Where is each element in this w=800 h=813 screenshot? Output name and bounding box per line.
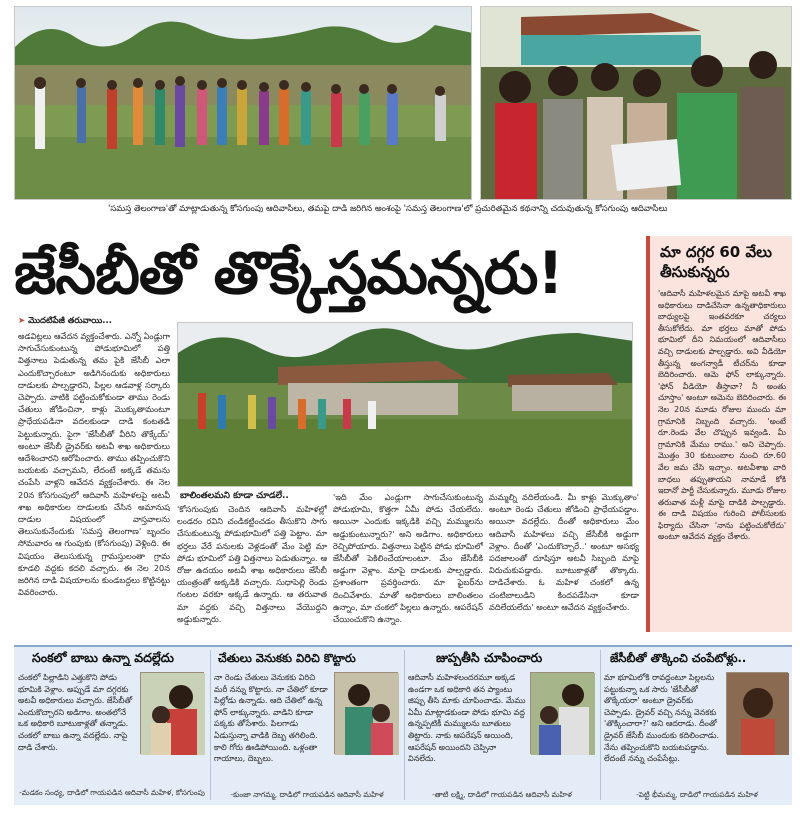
testimonial-4-photo [726, 672, 788, 754]
testimonial-4-credit: -పెట్టి భీమమ్మ, దాడిలో గాయపడిన మహిళ [636, 790, 758, 799]
photo-caption: 'సమస్త తెలంగాణ'తో మాట్లాడుతున్న కోసగుంపు ఆదివాసీలు, తమపై దాడి జరిగిన అంశంపై 'సమస్త తెలంగాణ'లో ప్రచురితమైన కథనాన్ని చదువుతున్న కోసగుంపు ఆదివాసీలు [108, 204, 668, 214]
testimonial-3-text: ఆదివాసీ మహిళలందరమూ అక్కడ ఉండగా ఒక అధికారి తన ప్యాంటు జిప్పు తీసి మాకు చూపించాడు. మేము ఏమీ మాట్లాడకుండా పోడు భూమి వద్ద ఉన్నప్పటికీ మమ్ములను బూతులు తిట్టారు. నాకు ఆపరేషన్ అయింది, ఆపరేషన్ అయిందని చెప్పినా వినలేదు. [408, 673, 526, 764]
testimonial-1-text: చంకలో పిల్లాడిని ఎత్తుకొని పోడు భూమికి వెళ్లాం. అప్పుడే మా దగ్గరకు అటవీ అధికారులు వచ్చారు. జేసీబీతో ఎందుకొచ్చారని అడిగాం. అంతలోనే ఒక అధికారి బూటుకాళ్లతో తన్నాడు. చంకలో బాబు ఉన్నా వదల్లేదు. నాపై దాడి చేశారు. [18, 673, 133, 752]
photo-reading-newspaper-image [481, 7, 792, 200]
testimonial-4-photo-image [727, 673, 789, 755]
testimonial-3-heading: జుప్పతీసి చూపించారు [436, 650, 543, 665]
continued-arrow-icon: ➤ [18, 316, 29, 326]
testimonial-3-credit: -తాటి లక్ష్మి, దాడిలో గాయపడిన ఆదివాసీ మహిళ [432, 790, 572, 799]
sidebar-text: 'ఆదివాసీ మహిళలమైన మాపై అటవీ శాఖ అధికారులు దాడిచేసినా ఉన్నతాధికారులు బాధ్యులపై ఇంతవరకూ చర్యలు తీసుకోలేదు. మా భర్తలు మాతో పోడు భూమిలో దీని నిమయంలో ఆదివాసీలు వచ్చి దాడులకు పాల్పడ్డారు. అవి వీడియో తీస్తున్న అంగన్వాడీ టీచర్‌ను కూడా బెదిరించారు. ఆమె ఫోన్ లాక్కున్నారు. 'ఫోన్ వీడియో తీస్తావా? నీ అంతు చూస్తాం' అంటూ ఆమెను బెదిరించారు. ఈ నెల 20న మూడు రోజుల ముందు మా గ్రామానికి నిబ్బంది వచ్చారు. 'అంటే రూ.రెండు వేల చొప్పున ఇవ్వండి. మీ గ్రామానికి మేము రాము.' అని చెప్పారు. మొత్తం 30 కుటుంబాల నుంచి రూ.60 వేల జమ చేసి ఇచ్చాం. అటవీశాఖ వారి బాధలు తప్పుతాయని నామాడే కోకి ఇదానో పార్టీ చేసుకున్నారు. మూడు రోజుల తరువాత మళ్లీ మాపై దాడికి పాల్పడ్డారు. ఈ దాడి విషయం గురించి పోలీసులకు ఫిర్యాదు చేసినా 'నాను పట్టించుకోలేదు' అంటూ ఆవేదన వ్యక్తం చేశారు. [658, 289, 786, 542]
article-column-1: అడవిట్లలు ఆవేదన వ్యక్తంచేశారు. ఎన్నో ఏండ్లుగా సాగుచేసుకుంటున్న పోడుభూమిలో పత్తి విత్తనాలు పెడుతున్న తమ పైకి జేసీబీ ఎలా ఎందుకొచ్చారంటూ అడిగినందుకు అధికారులు దాడులకు పాల్పడ్డారని, పిల్లల ఆడవాళ్ల సర్కారు చెప్పారు. వాటికి పట్టించుకోకుండా తాము రెండు చేతులు జోడించినా, కాళ్లు మొక్కుతామంటూ ప్రాధేయపడినా వదలకుండా దాడి కంటతడి పెట్టుకున్నారు. పైగా 'జేసీబీతో వీరిని తొక్కేయ్' అంటూ జేసీబీ డ్రైవర్‌కు అటవీ శాఖ అధికారులు ఆదేశించారని ఆరోపించారు. తాము తప్పించుకొని బయటకు వచ్చామని, లేదంటే అక్కడే తమను చంపేసి వాళ్లని ఆవేదన వ్యక్తంచేశారు. ఈ నెల 20న కోసగుంపులో ఆదివాసీ మహిళలపై అటవీ శాఖ అధికారుల దాడులకు చేసిన అమానుష దాడుల విషయంలో వాస్తవాలను తెలుసుకునేందుకు 'సమస్త తెలంగాణ' బృందం సోమవారం ఆ గుంపుకు (కోసగుంపు) వెళ్లింది. ఈ విషయం తెలుసుకున్న గ్రామస్తులంతా గ్రామ కూడలి వద్దకు కదలి వచ్చారు. ఈ నెల 20న జరిగిన దాడి విషయాలను కుండబద్దలు కొట్టినట్టు వివరించారు. [18, 331, 170, 598]
testimonial-4-text: మా భూమిలోకి రావద్దంటూ పిల్లలను పట్టుకున్నా ఒక సారు 'జేసీబీతో తొక్కేయరా' అంటూ డ్రైవర్‌కు చెప్పాడు. డ్రైవర్ వచ్చి నన్ను వెనకకు 'తొక్కించారా?' అని ఆదరాడు. దీంతో డ్రైవర్ జేసీబీ ముందుకు కదిలించాడు. నేను తప్పించుకొని బయటపడ్డాను. లేదంటే నన్ను చంపేసేట్లు. [604, 673, 720, 764]
testimonial-box-1 [18, 650, 206, 802]
testimonial-1-photo [140, 672, 204, 754]
testimonial-2-photo-image [335, 673, 399, 755]
main-headline: జేసీబీతో తొక్కేస్తమన్నరు! [14, 239, 563, 307]
testimonial-2-text: నా రెండు చేతులు వెనుకకు విరిచి మరీ నన్ను కొట్టారు. నా చేతిలో కూడా పిల్లోడు ఉన్నాడు. ఆది చేతిలో ఉన్న ఫోన్ లాక్కున్నారు. వాడిని కూడా పక్కకు తోసేశారు. పిలగాడు ఏడుస్తున్నా వాడికి దెబ్బ తగిలింది. కాలి గోరు ఊడిపోయింది. ఒళ్లంతా గాయాలు, దెబ్బలు. [214, 673, 328, 764]
photo-village-huts-image [178, 323, 633, 487]
testimonial-4-heading: జేసీబీతో తొక్కించి చంపేటోళ్లు.. [610, 651, 747, 665]
photo-huts-caption: బాలింతలమని కూడా చూడలే.. [180, 491, 289, 501]
box-divider-1 [210, 650, 211, 800]
sidebar-box [646, 236, 792, 632]
testimonial-3-photo [530, 672, 594, 754]
testimonial-2-photo [334, 672, 398, 754]
box-divider-2 [404, 650, 405, 800]
article-column-3: 'ఇది మేం ఎండ్లుగా సాగుచేసుకుంటున్న పోడుభూమి, కొత్తగా ఏమీ పోడు చేయలేదు. అయినా ఎందుకు ఇక్కడికి వచ్చి మమ్ములను అడ్డుకుంటున్నారు?' అని అడిగాం. అధికారులు రెచ్చిపోయారు. విత్తనాలు పెట్టిన పోడు భూమిలో జేసీబీతో పెకిలించేయాలంటూ. మేం జేసీబీకి అడ్డుగా వెళ్లాం. మాపై దాడులకు పాల్పడ్డారు. ప్రశాంతంగా ప్రవర్తించారు. మా ఫైబర్‌ను దించివేశారు. మాతో అధికారులు బాలింతలం ఉన్నాం, మా చంకలో పిల్లలు ఉన్నారు. ఆపరేషన్ చేయించుకొని ఉన్నాం. [333, 492, 483, 625]
continued-label-text: మొదటిపేజీ తరువాయి... [28, 316, 112, 326]
testimonial-1-heading: సంకలో బాబు ఉన్నా వదల్లేదు [32, 650, 174, 665]
testimonial-2-credit: -కుంజా నాగమ్మ, దాడిలో గాయపడిన ఆదివాసీ మహిళ [230, 790, 384, 799]
testimonial-box-4 [604, 650, 790, 802]
testimonial-1-photo-image [141, 673, 205, 755]
testimonial-2-heading: చేతులు వెనుకకు విరిచి కొట్టారు [218, 651, 356, 665]
article-column-2: 'కోసగుంపుకు చెందిన ఆదివాసీ మహిళల్లో లండరం రవిని చండికట్టించడం తీసుకొని సాగు చేసుకుంటున్న పోడుభూమిలో పత్తి పెట్టాం. మా భర్తలు వేరే పనులకు వెళ్లడంతో మేం పెట్టి మా పోడు భూమిలో పత్తి విత్తనాలు పెడుతున్నాం. ఆ రోజు ఉదయం అటవీ శాఖ అధికారులు జేసీబీ యంత్రంతో అక్కడికి వచ్చారు. సుధాపెల్లి రెండు గంటల వరకూ అక్కడే ఉన్నారు. ఆ తరువాత మా వద్దకు వచ్చి విత్తనాలు వేయొద్దని అడ్డుకున్నారు. [177, 504, 327, 624]
article-column-4: మమ్మల్ని వదిలేయండి. మీ కాళ్లు మొక్కుతాం' అంటూ రెండు చేతులు జోడించి ప్రాధేయపడ్డాం. అయినా వదల్లేదు. దీంతో అధికారులు మేం ఆదివాసీ మహిళలు వచ్చి జేసీబీకి అడ్డుగా వెళ్లాం. దీంతో 'ఎందుకొచ్చారే..' అంటూ అసభ్య పదజాలంతో దూషిస్తూ అటవీ సిబ్బంది మాపై విరుచుకుపడ్డారు. బూటుకాళ్లతో తొక్కారు. దాడిచేశారు. ఓ మహిళ చంకలో ఉన్న చంటిబాలుడిని కిందపడేసినా కూడా వదిలేయలేదు' అంటూ ఆవేదన వ్యక్తంచేశారు. [489, 492, 639, 612]
testimonial-1-credit: -మడకం సంధ్య, దాడిలో గాయపడిన ఆదివాసీ మహిళ, కోసగుంపు [19, 788, 205, 797]
testimonial-3-photo-image [531, 673, 595, 755]
photo-reading-newspaper [480, 6, 792, 200]
box-divider-3 [600, 650, 601, 800]
photo-village-huts [177, 322, 633, 487]
sidebar-heading: మా దగ్గర 60 వేలు తీసుకున్నరు [660, 243, 772, 281]
testimonial-box-3 [408, 650, 596, 802]
photo-villagers-field [14, 6, 472, 200]
continued-label [18, 316, 112, 328]
photo-villagers-field-image [15, 7, 472, 200]
testimonial-box-2 [214, 650, 400, 802]
